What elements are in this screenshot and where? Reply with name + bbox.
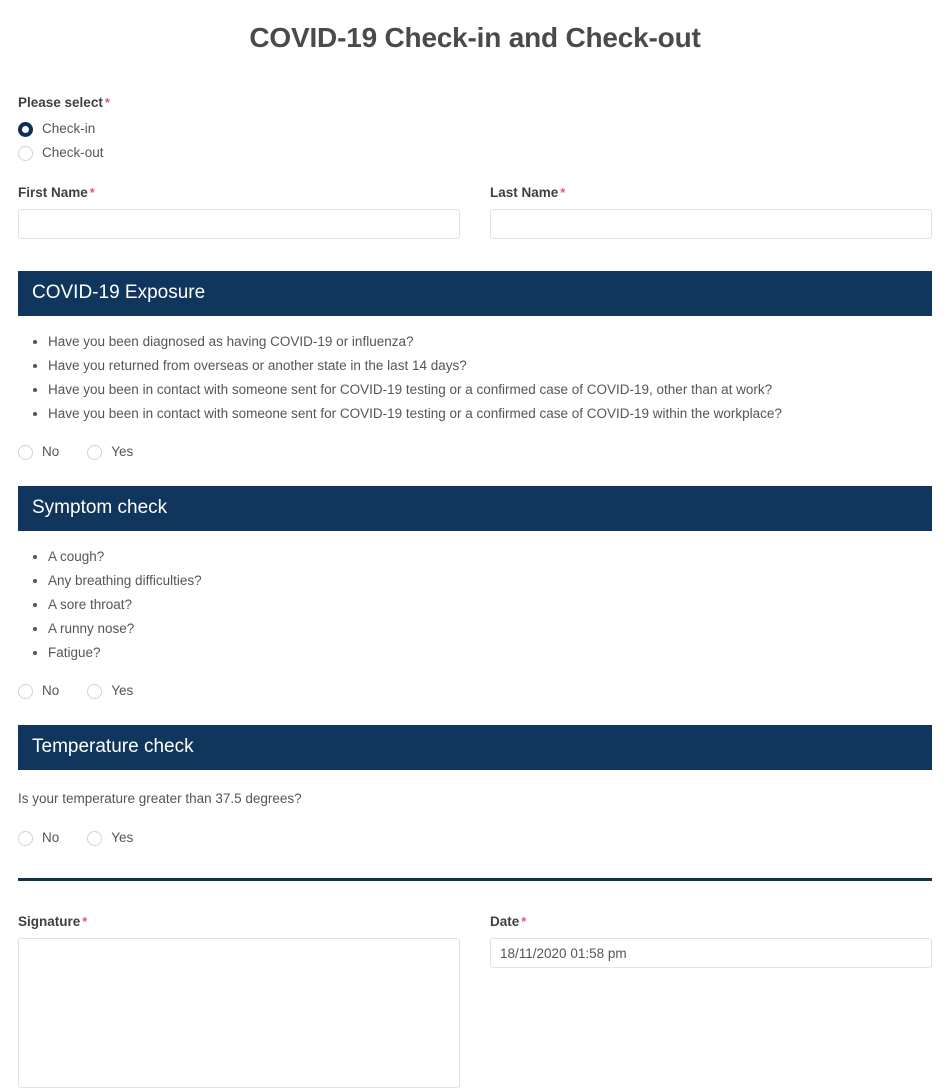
radio-option-symptom-no[interactable] [18,682,59,700]
signature-label-text: Signature [18,914,81,929]
radio-label-temperature-no: No [42,830,60,845]
radio-label-check-in: Check-in [42,121,96,136]
temperature-check-body [18,770,932,847]
section-header-covid-exposure: COVID-19 Exposure [18,271,932,316]
signature-field [18,913,460,1088]
list-item: • Have you been diagnosed as having COVID-19 or influenza? [48,330,932,354]
radio-icon-symptom-yes[interactable] [87,684,102,699]
date-label [490,913,932,931]
page-title: COVID-19 Check-in and Check-out [249,22,701,53]
please-select-radio-group[interactable] [18,117,932,165]
radio-label-symptom-no: No [42,683,60,698]
radio-label-check-out: Check-out [42,145,104,160]
please-select-field [18,94,932,165]
required-asterisk: * [82,914,88,929]
first-name-field [18,184,460,239]
radio-label-exposure-yes: Yes [111,444,134,459]
name-fields-row [18,184,932,239]
required-asterisk: * [89,185,95,200]
signature-label [18,913,460,931]
radio-icon-check-out[interactable] [18,146,33,161]
radio-option-check-in[interactable] [18,120,95,138]
radio-option-exposure-yes[interactable] [87,443,133,461]
radio-row-check-in[interactable] [18,117,932,141]
first-name-input[interactable] [18,209,460,239]
radio-icon-exposure-no[interactable] [18,445,33,460]
section-header-symptom-check: Symptom check [18,486,932,531]
radio-row-check-out[interactable] [18,141,932,165]
radio-option-exposure-no[interactable] [18,443,59,461]
required-asterisk: * [521,914,527,929]
first-name-label-text: First Name [18,185,88,200]
list-item: • Have you been in contact with someone sent for COVID-19 testing or a confirmed case of COVID-19, other than at work? [48,378,932,402]
section-header-temperature-check: Temperature check [18,725,932,770]
covid-exposure-section [18,271,932,461]
date-label-text: Date [490,914,520,929]
please-select-label [18,94,932,112]
list-item: • A cough? [48,545,932,569]
symptom-question-list [18,545,932,665]
list-item: • Have you returned from overseas or another state in the last 14 days? [48,354,932,378]
radio-option-temperature-yes[interactable] [87,829,133,847]
required-asterisk: * [104,95,110,110]
list-item: • Have you been in contact with someone sent for COVID-19 testing or a confirmed case of COVID-19 within the workplace? [48,402,932,426]
covid-exposure-question-list [18,330,932,426]
temperature-radio-group[interactable] [18,829,932,847]
radio-icon-exposure-yes[interactable] [87,445,102,460]
list-item: • Any breathing difficulties? [48,569,932,593]
list-item: • Fatigue? [48,641,932,665]
last-name-field [490,184,932,239]
list-item: • A sore throat? [48,593,932,617]
covid-exposure-body [18,316,932,461]
symptom-radio-group[interactable] [18,682,932,700]
first-name-label [18,184,460,202]
radio-option-temperature-no[interactable] [18,829,59,847]
last-name-label-text: Last Name [490,185,559,200]
covid-exposure-radio-group[interactable] [18,443,932,461]
temperature-check-section [18,725,932,847]
radio-icon-symptom-no[interactable] [18,684,33,699]
list-item: • A runny nose? [48,617,932,641]
required-asterisk: * [560,185,566,200]
radio-icon-check-in[interactable] [18,122,33,137]
last-name-input[interactable] [490,209,932,239]
symptom-check-body [18,531,932,700]
date-input[interactable] [490,938,932,968]
date-field [490,913,932,1088]
signature-canvas[interactable] [18,938,460,1088]
radio-icon-temperature-yes[interactable] [87,831,102,846]
section-divider [18,878,932,881]
last-name-label [490,184,932,202]
radio-option-symptom-yes[interactable] [87,682,133,700]
footer-fields-row [18,913,932,1088]
radio-label-temperature-yes: Yes [111,830,134,845]
temperature-question: Is your temperature greater than 37.5 degrees? [18,791,302,806]
radio-option-check-out[interactable] [18,144,104,162]
symptom-check-section [18,486,932,700]
please-select-label-text: Please select [18,95,103,110]
radio-icon-temperature-no[interactable] [18,831,33,846]
radio-label-symptom-yes: Yes [111,683,134,698]
radio-label-exposure-no: No [42,444,60,459]
